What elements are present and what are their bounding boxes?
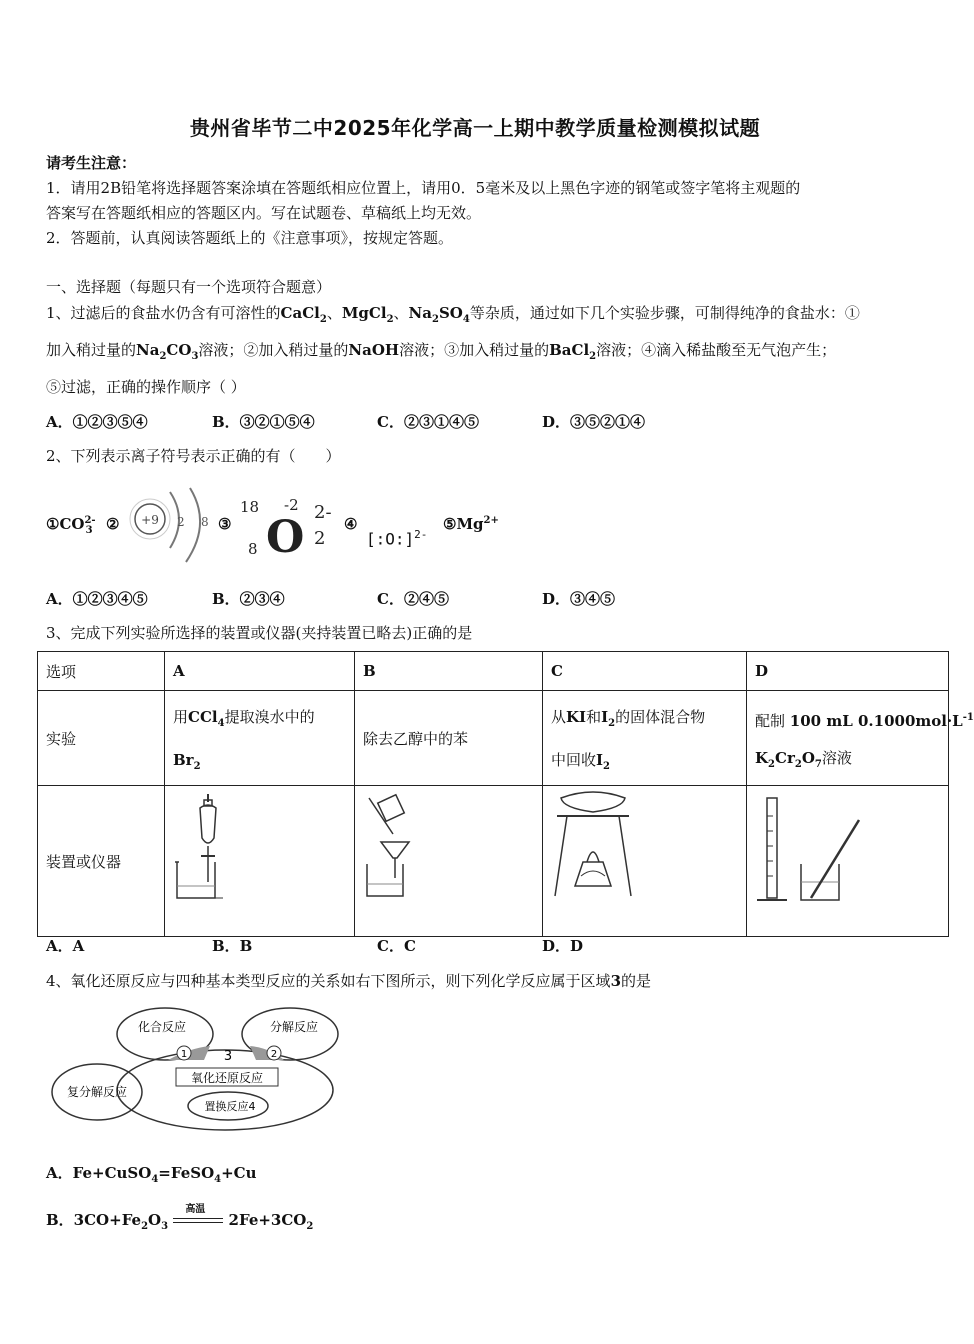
displacement-label: 置换反应4 [204,1100,256,1113]
header-cell: 选项 [38,652,165,691]
sublimation-apparatus-icon [543,786,746,932]
q4-option-a: A．Fe+CuSO$_4$=FeSO$_4$+Cu [46,1164,257,1185]
combination-label: 化合反应 [137,1020,187,1034]
cell-d-experiment: 配制 100 mL $0.1000mol\cdot L^{-1}$ $K_2Cr_2O_7$溶液 [747,691,949,786]
double-replacement-label: 复分解反应 [66,1085,128,1099]
notice-item1-line1: 1．请用2B铅笔将选择题答案涂填在答题纸相应位置上，请用0．5毫米及以上黑色字迹的钢笔或签字笔将主观题的 [46,179,801,197]
q2-item4-label: ④ [344,515,358,533]
table-row [38,786,949,937]
table-row [38,691,949,786]
region2-label: 2 [270,1049,278,1060]
q3-option-d: D．D [542,937,584,955]
shell2-arc [186,488,200,562]
section-heading: 一、选择题（每题只有一个选项符合题意） [46,278,332,296]
q1-option-d: D．③⑤②①④ [542,413,646,431]
isotope-mass: 18 [240,498,260,516]
q2-option-d: D．③④⑤ [542,590,616,608]
filtration-icon [355,786,542,932]
redox-label: 氧化还原反应 [190,1071,264,1085]
q2-option-b: B．②③④ [212,590,285,608]
cell-d-device [747,786,949,937]
q2-item3-label: ③ [218,515,232,533]
q3-option-a: A．A [46,937,85,955]
isotope-right-sup: 2- [314,502,332,523]
cell-b-device [355,786,543,937]
lewis-structure: [:O:]$^{2-}$ [366,528,428,549]
notice-item2: 2．答题前，认真阅读答题纸上的《注意事项》，按规定答题。 [46,229,454,247]
separatory-funnel-icon [165,786,354,932]
page-title: 贵州省毕节二中2025年化学高一上期中教学质量检测模拟试题 [189,116,761,140]
q3-option-b: B．B [212,937,253,955]
region3-label: 3 [223,1049,233,1064]
q2-option-a: A．①②③④⑤ [46,590,148,608]
nucleus-charge: +9 [141,513,159,527]
header-cell: B [355,652,543,691]
q1-option-a: A．①②③⑤④ [46,413,148,431]
row-label-device: 装置或仪器 [38,786,165,937]
shell1-count: 2 [177,515,185,529]
reaction-relationship-diagram [50,1002,345,1134]
region1-label: 1 [180,1049,188,1060]
table-row [38,652,949,691]
q1-option-b: B．③②①⑤④ [212,413,315,431]
header-cell: A [165,652,355,691]
q2-item1: $①CO^{2-}_3$ [46,515,96,536]
cell-a-experiment: 用CCl$_4$提取溴水中的 $Br_2$ [165,691,355,786]
q1-line1: 1、过滤后的食盐水仍含有可溶性的CaCl$_2$、MgCl$_2$、$Na_2SO_4$等杂质，通过如下几个实验步骤，可制得纯净的食盐水：① [46,304,860,325]
reaction-condition-arrow: 高温 [173,1212,223,1230]
q2-item2-label: ② [106,515,120,533]
isotope-symbol: O [266,512,305,563]
isotope-notation [238,494,338,563]
isotope-charge: -2 [284,496,299,514]
cell-a-device [165,786,355,937]
decomposition-label: 分解反应 [269,1020,319,1034]
q4-option-b: B．$3CO+Fe_2O_3$ 高温 $2Fe+3CO_2$ [46,1204,314,1232]
isotope-right-sub: 2 [314,528,326,549]
q1-line2: 加入稍过量的$Na_2CO_3$溶液；②加入稍过量的NaOH溶液；③加入稍过量的BaCl$_2$溶液；④滴入稀盐酸至无气泡产生； [46,341,837,362]
q3-stem: 3、完成下列实验所选择的装置或仪器(夹持装置已略去)正确的是 [46,624,473,642]
q1-option-c: C．②③①④⑤ [377,413,479,431]
cell-c-experiment: 从KI和$I_2$的固体混合物 中回收$I_2$ [543,691,747,786]
row-label-experiment: 实验 [38,691,165,786]
cell-c-device [543,786,747,937]
header-cell: C [543,652,747,691]
shell2-count: 8 [201,515,209,529]
q1-line3: ⑤过滤，正确的操作顺序（ ） [46,378,246,396]
q4-stem: 4、氧化还原反应与四种基本类型反应的关系如右下图所示，则下列化学反应属于区域3的是 [46,972,652,990]
notice-item1-line2: 答案写在答题纸相应的答题区内。写在试题卷、草稿纸上均无效。 [46,204,482,222]
notice-heading: 请考生注意： [46,154,137,172]
q2-stem: 2、下列表示离子符号表示正确的有（ ） [46,447,341,465]
volumetric-tools-icon [747,786,945,932]
header-cell: D [747,652,949,691]
atom-structure-diagram [128,486,218,566]
isotope-number: 8 [248,540,258,558]
q2-item5: $⑤Mg^{2+}$ [443,515,499,533]
q3-option-c: C．C [377,937,416,955]
q2-option-c: C．②④⑤ [377,590,449,608]
cell-b-experiment: 除去乙醇中的苯 [355,691,543,786]
q3-table [37,651,974,937]
